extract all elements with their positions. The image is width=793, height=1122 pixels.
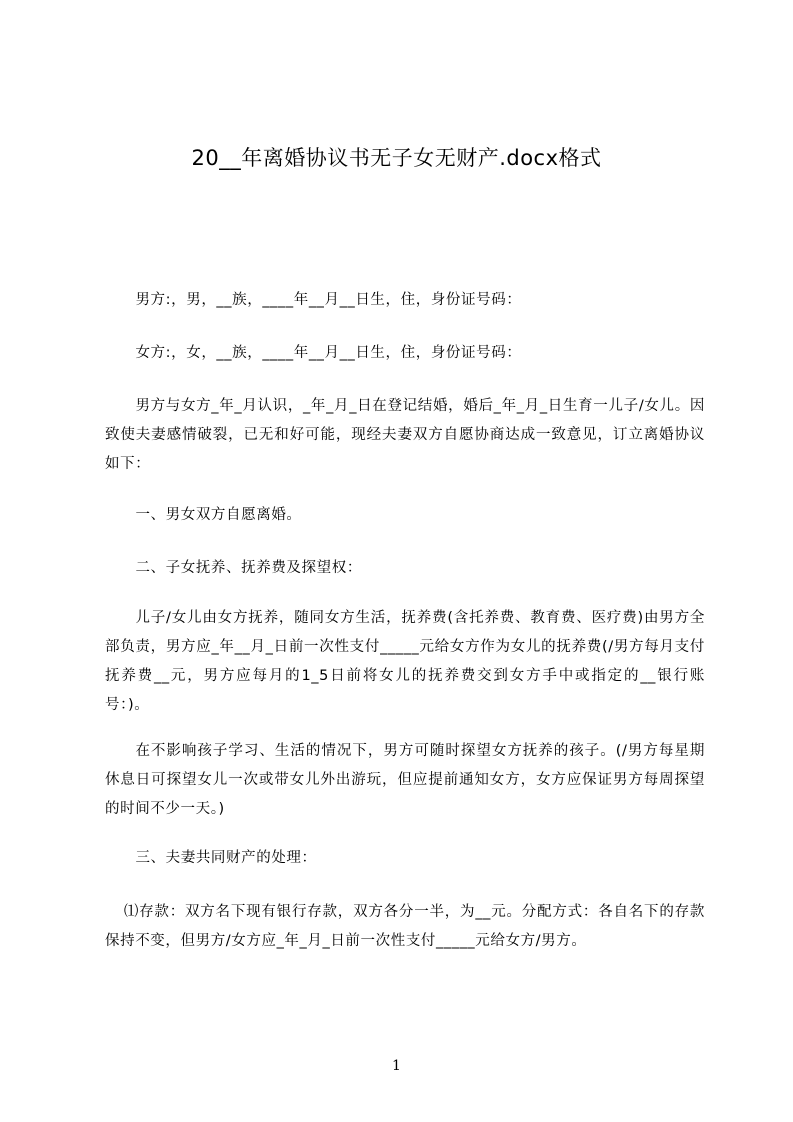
clause-2-heading: 二、子女抚养、抚养费及探望权：: [135, 560, 362, 576]
paragraph-visitation: 在不影响孩子学习、生活的情况下，男方可随时探望女方抚养的孩子。(/男方每星期休息日可探望女儿一次或带女儿外出游玩，但应提前通知女方，女方应保证男方每周探望的时间不少一天。): [105, 743, 705, 817]
paragraph-husband-info: 男方:，男，__族，____年__月__日生，住，身份证号码：: [135, 292, 522, 308]
paragraph-child-custody: 儿子/女儿由女方抚养，随同女方生活，抚养费(含托养费、教育费、医疗费)由男方全部负责，男方应_年__月_日前一次性支付_____元给女方作为女儿的抚养费(/男方每月支付抚养费__元，男方应每月的1_5日前将女儿的抚养费交到女方手中或指定的__银行账号：)。: [105, 610, 705, 713]
paragraph-background: 男方与女方_年_月认识，_年_月_日在登记结婚，婚后_年_月_日生育一儿子/女儿。因致使夫妻感情破裂，已无和好可能，现经夫妻双方自愿协商达成一致意见，订立离婚协议如下：: [105, 398, 705, 472]
document-title: 20__年离婚协议书无子女无财产.docx格式: [191, 146, 602, 170]
page-number: 1: [392, 1058, 401, 1074]
clause-1-heading: 一、男女双方自愿离婚。: [135, 507, 302, 523]
paragraph-savings: ⑴存款：双方名下现有银行存款，双方各分一半，为__元。分配方式：各自名下的存款保持不变，但男方/女方应_年_月_日前一次性支付_____元给女方/男方。: [105, 904, 705, 949]
paragraph-wife-info: 女方:，女，__族，____年__月__日生，住，身份证号码：: [135, 345, 522, 361]
clause-3-heading: 三、夫妻共同财产的处理：: [135, 850, 317, 866]
